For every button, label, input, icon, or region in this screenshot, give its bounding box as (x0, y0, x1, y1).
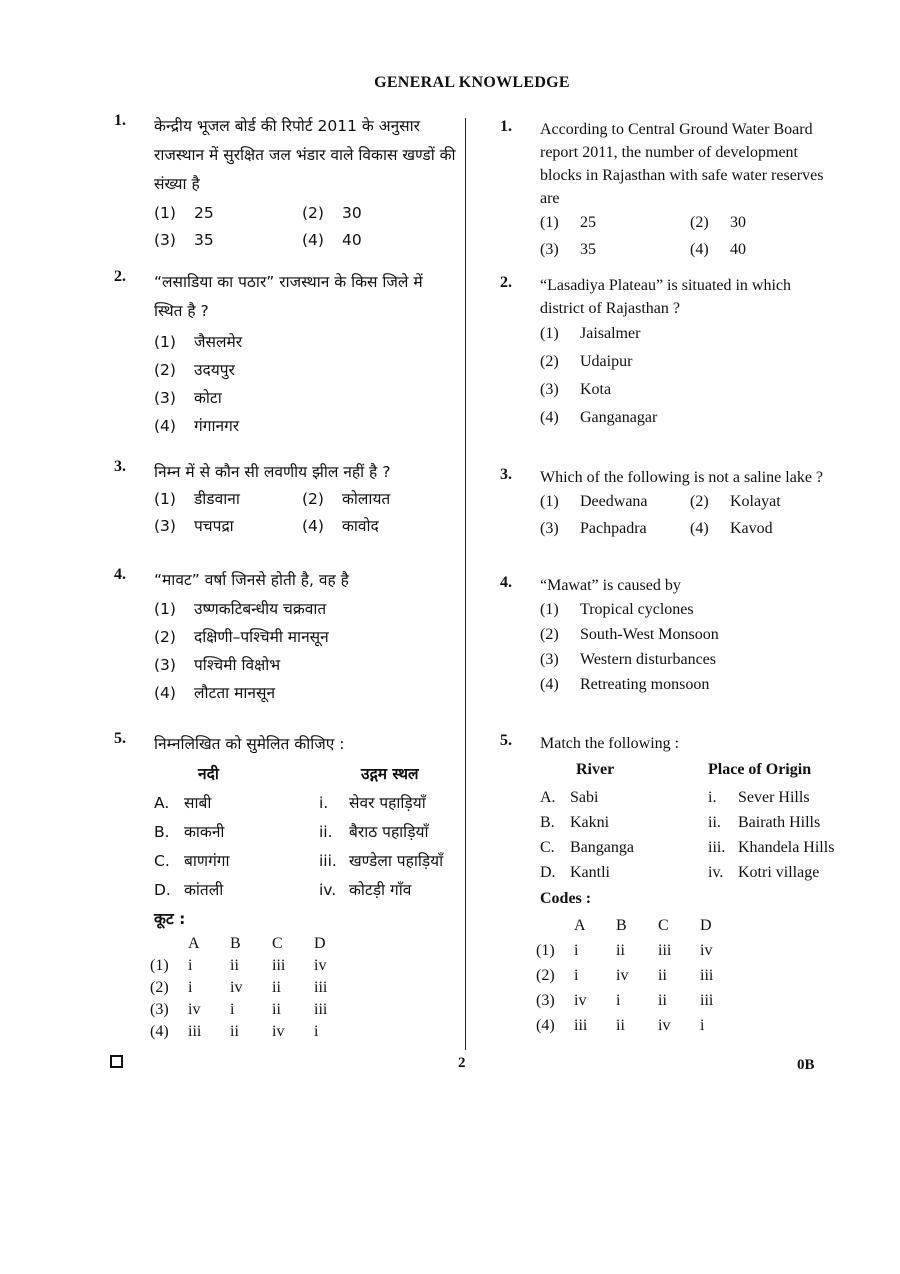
option-4: (4) 40 (690, 241, 746, 258)
question-3-english (500, 466, 830, 541)
option-4: (4) लौटता मानसून (154, 684, 276, 702)
question-number: 3. (114, 458, 126, 475)
codes-table (150, 933, 356, 1043)
option-1: (1) 25 (154, 204, 214, 222)
list-2-item: ii. Bairath Hills (708, 814, 821, 831)
question-4-english (500, 574, 830, 697)
question-2-hindi (114, 268, 456, 440)
option-4: (4) 40 (302, 231, 362, 249)
page-number: 2 (458, 1055, 466, 1071)
question-number: 5. (500, 732, 512, 749)
option-2: (2) Kolayat (690, 493, 781, 510)
option-1: (1) उष्णकटिबन्धीय चक्रवात (154, 600, 327, 618)
list-1-item: B. Kakni (540, 814, 610, 831)
option-3: (3) Kota (540, 381, 612, 398)
list-2-item: i. Sever Hills (708, 789, 810, 806)
codes-header-row: A B C D (188, 935, 326, 952)
option-3: (3) कोटा (154, 389, 222, 407)
list-1-item: C. Banganga (540, 839, 634, 856)
question-text: निम्नलिखित को सुमेलित कीजिए : (154, 735, 345, 753)
list-1-item: B. काकनी (154, 823, 225, 841)
option-1: (1) Deedwana (540, 493, 648, 510)
option-1: (1) 25 (540, 214, 596, 231)
question-text: Match the following : (540, 735, 680, 752)
question-1-english (500, 118, 830, 262)
options (154, 595, 456, 707)
codes-row: (1) i ii iii iv (150, 957, 327, 974)
codes-header-row: A B C D (574, 916, 712, 934)
options (540, 210, 830, 262)
question-4-hindi (114, 566, 456, 707)
question-number: 2. (114, 268, 126, 285)
list-1-item: D. कांतली (154, 881, 224, 899)
option-3: (3) पश्चिमी विक्षोभ (154, 656, 281, 674)
codes-row: (4) iii ii iv i (150, 1023, 319, 1040)
list-2-item: iii. Khandela Hills (708, 839, 835, 856)
question-number: 1. (500, 118, 512, 135)
list-2-heading: उद्गम स्थल (361, 765, 419, 783)
question-text: निम्न में से कौन सी लवणीय झील नहीं है ? (154, 463, 391, 481)
list-1-heading: नदी (198, 765, 219, 783)
list-2-item: ii. बैराठ पहाड़ियाँ (319, 823, 429, 841)
codes-label: Codes : (540, 890, 592, 907)
question-number: 1. (114, 112, 126, 129)
option-2: (2) 30 (302, 204, 362, 222)
option-4: (4) गंगानगर (154, 417, 240, 435)
codes-label: कूट : (154, 910, 186, 928)
question-3-hindi (114, 458, 456, 539)
question-number: 2. (500, 274, 512, 291)
match-list (540, 755, 835, 885)
option-3: (3) पचपद्रा (154, 517, 234, 535)
option-3: (3) Pachpadra (540, 520, 647, 537)
question-text: “Mawat” is caused by (540, 577, 681, 594)
codes-row: (4) iii ii iv i (536, 1016, 705, 1034)
question-5-hindi (114, 730, 456, 1043)
option-4: (4) Ganganagar (540, 409, 658, 426)
option-4: (4) Kavod (690, 520, 773, 537)
list-2-item: i. सेवर पहाड़ियाँ (319, 794, 426, 812)
booklet-code: 0B (797, 1057, 815, 1073)
option-3: (3) Western disturbances (540, 651, 716, 668)
question-number: 4. (114, 566, 126, 583)
list-2-item: iv. Kotri village (708, 864, 820, 881)
question-text: “मावट” वर्षा जिनसे होती है, वह है (154, 571, 349, 589)
options (540, 320, 830, 432)
option-3: (3) 35 (154, 231, 214, 249)
codes-row: (1) i ii iii iv (536, 941, 713, 959)
list-1-item: A. Sabi (540, 789, 599, 806)
question-number: 4. (500, 574, 512, 591)
options (154, 487, 456, 539)
question-text: “लसाडिया का पठार” राजस्थान के किस जिले में स्थित है ? (154, 273, 423, 320)
question-1-hindi (114, 112, 456, 253)
codes-row: (2) i iv ii iii (150, 979, 328, 996)
option-1: (1) Tropical cyclones (540, 601, 694, 618)
options (154, 328, 456, 440)
option-1: (1) डीडवाना (154, 490, 240, 508)
list-1-item: D. Kantli (540, 864, 610, 881)
list-1-item: A. साबी (154, 794, 212, 812)
option-1: (1) जैसलमेर (154, 333, 243, 351)
option-2: (2) दक्षिणी–पश्चिमी मानसून (154, 628, 329, 646)
question-text: Which of the following is not a saline lake ? (540, 469, 824, 486)
option-2: (2) South-West Monsoon (540, 626, 719, 643)
option-4: (4) Retreating monsoon (540, 676, 710, 693)
options (540, 489, 830, 541)
option-3: (3) 35 (540, 241, 596, 258)
match-list (154, 759, 456, 905)
page-title: GENERAL KNOWLEDGE (374, 74, 570, 91)
question-text: According to Central Ground Water Board report 2011, the number of development blocks in Rajasthan with safe water reserves are (540, 121, 824, 207)
codes-row: (3) iv i ii iii (150, 1001, 328, 1018)
options (540, 597, 830, 697)
options (154, 201, 456, 253)
list-1-heading: River (576, 761, 615, 778)
codes-table (536, 913, 742, 1038)
option-2: (2) कोलायत (302, 490, 391, 508)
question-number: 3. (500, 466, 512, 483)
question-number: 5. (114, 730, 126, 747)
column-divider (465, 118, 466, 1050)
list-2-item: iii. खण्डेला पहाड़ियाँ (319, 852, 444, 870)
codes-row: (2) i iv ii iii (536, 966, 714, 984)
option-2: (2) 30 (690, 214, 746, 231)
question-text: “Lasadiya Plateau” is situated in which district of Rajasthan ? (540, 277, 792, 317)
list-1-item: C. बाणगंगा (154, 852, 230, 870)
option-1: (1) Jaisalmer (540, 325, 641, 342)
question-2-english (500, 274, 830, 432)
option-4: (4) कावोद (302, 517, 379, 535)
square-marker-icon (110, 1055, 123, 1068)
codes-row: (3) iv i ii iii (536, 991, 714, 1009)
list-2-heading: Place of Origin (708, 761, 812, 778)
option-2: (2) Udaipur (540, 353, 633, 370)
option-2: (2) उदयपुर (154, 361, 235, 379)
list-2-item: iv. कोटड़ी गाँव (319, 881, 412, 899)
question-5-english (500, 732, 835, 1038)
question-text: केन्द्रीय भूजल बोर्ड की रिपोर्ट 2011 के अनुसार राजस्थान में सुरक्षित जल भंडार वाले विकास खण्डों की संख्या है (154, 117, 456, 193)
